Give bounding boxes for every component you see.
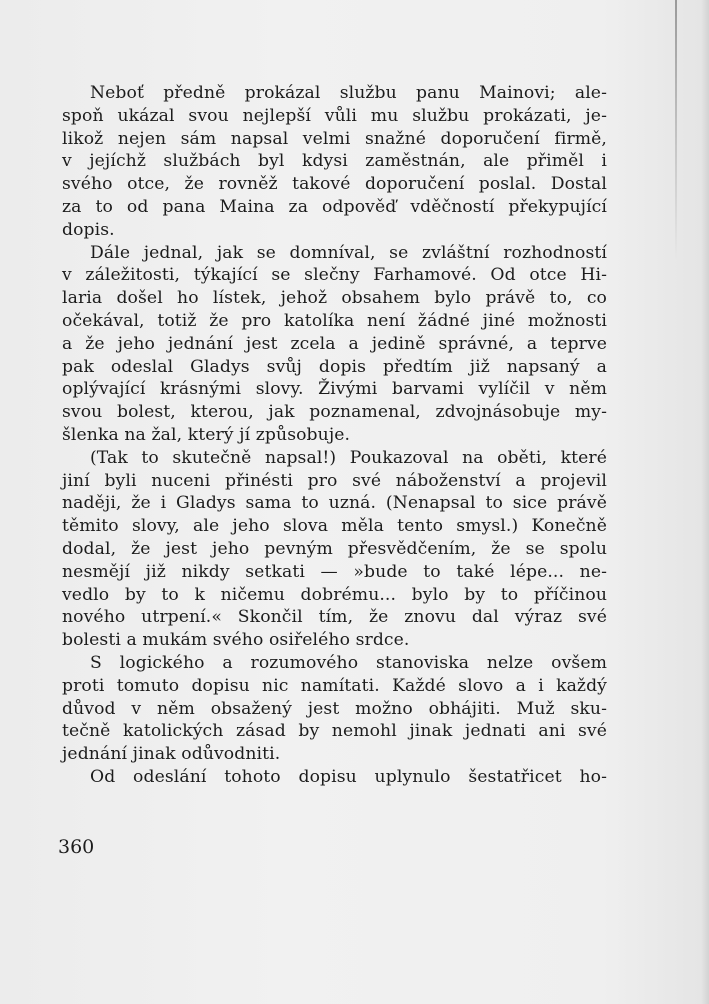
text-line: Dále jednal, jak se domníval, se zvláštní rozhodností [90,242,607,263]
text-line: svého otce, že rovněž takové doporučení poslal. Dostal [62,174,607,195]
text-line: důvod v něm obsažený jest možno obhájiti. Muž sku- [62,698,607,719]
text-line: bolesti a mukám svého osiřelého srdce. [62,630,410,651]
body-text [62,82,607,789]
text-line: tečně katolických zásad by nemohl jinak jednati ani své [62,721,607,742]
text-line: pak odeslal Gladys svůj dopis předtím již napsaný a [62,356,607,377]
text-line: oplývající krásnými slovy. Živými barvami vylíčil v něm [62,379,607,400]
text-line: proti tomuto dopisu nic namítati. Každé slovo a i každý [62,675,607,696]
paragraph-1 [62,82,607,242]
paragraph-5 [62,766,607,789]
text-line: těmito slovy, ale jeho slova měla tento smysl.) Konečně [62,516,607,537]
paragraph-4 [62,652,607,766]
text-line: jiní byli nuceni přinésti pro své náboženství a projevil [62,470,607,491]
text-line: za to od pana Maina za odpověď vděčností překypující [62,196,607,217]
page-number: 360 [58,836,95,858]
text-line: spoň ukázal svou nejlepší vůli mu službu prokázati, je- [62,105,607,126]
text-line: (Tak to skutečně napsal!) Poukazoval na oběti, které [90,447,607,468]
page-edge-shadow [701,0,709,1004]
text-line: svou bolest, kterou, jak poznamenal, zdvojnásobuje my- [62,402,607,423]
text-line: a že jeho jednání jest zcela a jedině správné, a teprve [62,333,607,354]
text-line: šlenka na žal, který jí způsobuje. [62,424,351,445]
paragraph-3 [62,447,607,652]
text-line: naději, že i Gladys sama to uzná. (Nenapsal to sice právě [62,493,607,514]
page-fold-shadow [675,0,677,260]
text-line: dopis. [62,219,115,240]
text-line: vedlo by to k ničemu dobrému... bylo by to příčinou [62,584,607,605]
text-line: v jejíchž službách byl kdysi zaměstnán, ale přiměl i [62,151,607,172]
text-line: Neboť předně prokázal službu panu Mainovi; ale- [90,83,607,103]
text-line: dodal, že jest jeho pevným přesvědčením, že se spolu [62,538,607,559]
paragraph-2 [62,242,607,447]
text-line: jednání jinak odůvodniti. [62,744,281,765]
text-line: nového utrpení.« Skončil tím, že znovu dal výraz své [62,607,607,628]
text-line: nesmějí již nikdy setkati — »bude to také lépe... ne- [62,561,607,582]
text-line: v záležitosti, týkající se slečny Farhamové. Od otce Hi- [62,265,607,286]
text-line: laria došel ho lístek, jehož obsahem bylo právě to, co [62,288,607,309]
text-line: očekával, totiž že pro katolíka není žádné jiné možnosti [62,310,607,331]
text-line: likož nejen sám napsal velmi snažné doporučení firmě, [62,128,607,149]
text-line: S logického a rozumového stanoviska nelze ovšem [90,652,607,673]
text-line: Od odeslání tohoto dopisu uplynulo šestatřicet ho- [90,766,607,787]
